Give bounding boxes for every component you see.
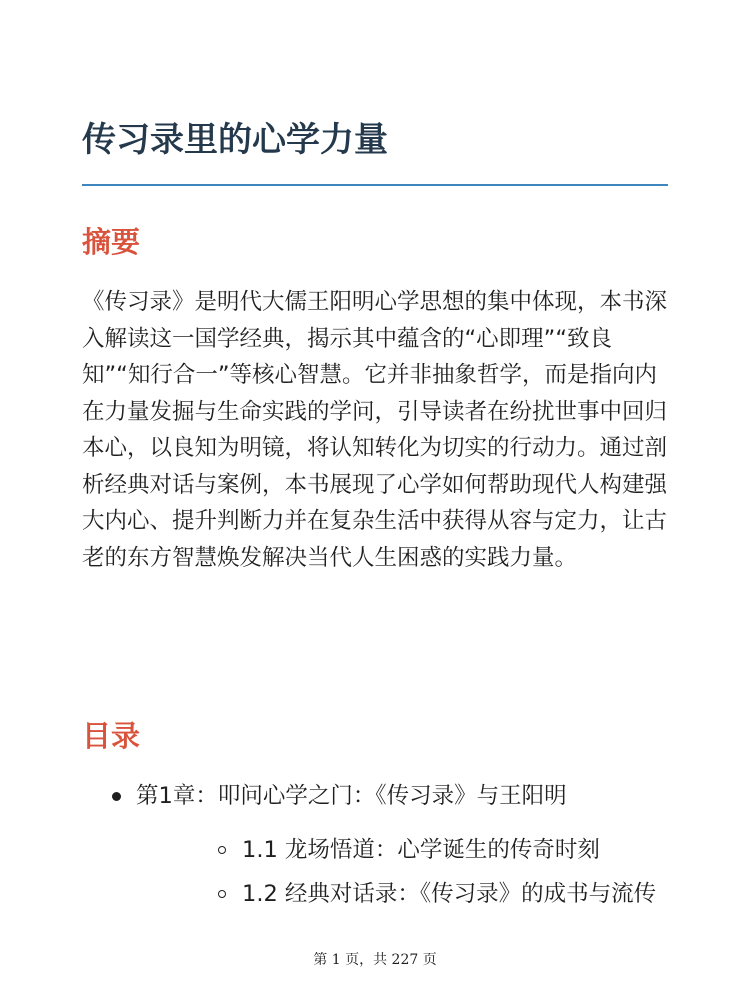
table-of-contents — [82, 778, 668, 920]
toc-section-item[interactable] — [136, 876, 668, 912]
bullet-circle-icon — [218, 846, 226, 854]
abstract-heading: 摘要 — [82, 225, 141, 259]
bullet-circle-icon — [218, 890, 226, 898]
bullet-disc-icon — [112, 792, 121, 801]
toc-section-label: 1.2 经典对话录：《传习录》的成书与流传 — [242, 881, 657, 907]
title-divider — [82, 184, 668, 186]
toc-section-list — [136, 832, 668, 912]
document-title: 传习录里的心学力量 — [82, 120, 388, 160]
toc-section-item[interactable] — [136, 832, 668, 868]
document-page — [82, 0, 668, 1000]
toc-heading: 目录 — [82, 719, 141, 753]
toc-section-label: 1.1 龙场悟道：心学诞生的传奇时刻 — [242, 837, 600, 863]
page-footer: 第 1 页，共 227 页 — [313, 952, 437, 968]
toc-chapter-item[interactable] — [82, 778, 668, 912]
toc-chapter-label: 第1章：叩问心学之门：《传习录》与王阳明 — [136, 783, 567, 809]
abstract-text: 《传习录》是明代大儒王阳明心学思想的集中体现，本书深入解读这一国学经典，揭示其中蕴含的“心即理”“致良知”“知行合一”等核心智慧。它并非抽象哲学，而是指向内在力量发掘与生命实践的学问，引导读者在纷扰世事中回归本心，以良知为明镜，将认知转化为切实的行动力。通过剖析经典对话与案例，本书展现了心学如何帮助现代人构建强大内心、提升判断力并在复杂生活中获得从容与定力，让古老的东方智慧焕发解决当代人生困惑的实践力量。 — [82, 289, 668, 571]
